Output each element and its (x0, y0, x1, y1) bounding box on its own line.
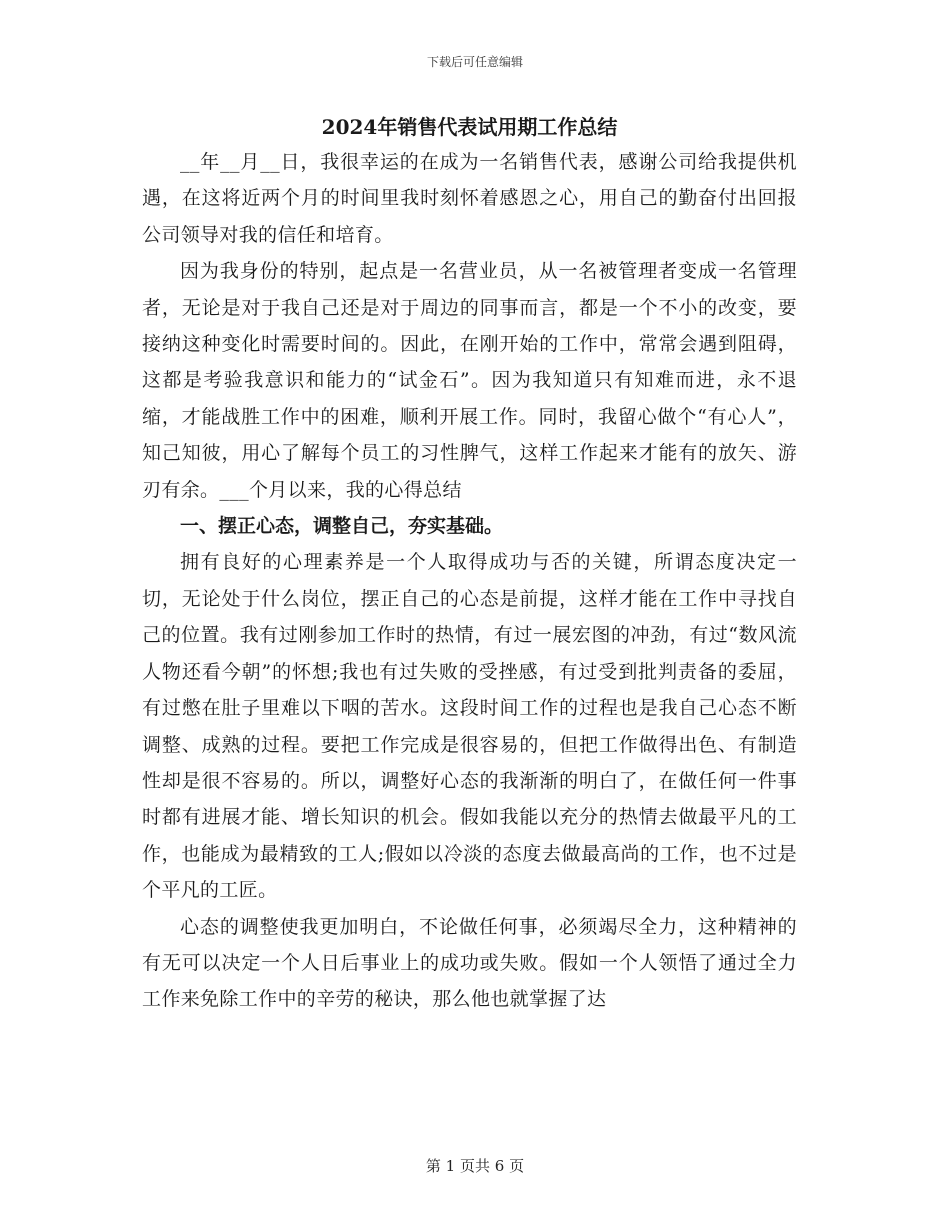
paragraph-mindset-continued: 心态的调整使我更加明白，不论做任何事，必须竭尽全力，这种精神的有无可以决定一个人日后事业上的成功或失败。假如一个人领悟了通过全力工作来免除工作中的辛劳的秘诀，那么他也就掌握了达 (142, 915, 797, 1011)
paragraph-mindset: 拥有良好的心理素养是一个人取得成功与否的关键，所谓态度决定一切，无论处于什么岗位，摆正自己的心态是前提，这样才能在工作中寻找自己的位置。我有过刚参加工作时的热情，有过一展宏图的冲劲，有过“数风流人物还看今朝”的怀想;我也有过失败的受挫感，有过受到批判责备的委屈，有过憋在肚子里难以下咽的苦水。这段时间工作的过程也是我自己心态不断调整、成熟的过程。要把工作完成是很容易的，但把工作做得出色、有制造性却是很不容易的。所以，调整好心态的我渐渐的明白了，在做任何一件事时都有进展才能、增长知识的机会。假如我能以充分的热情去做最平凡的工作，也能成为最精致的工人;假如以冷淡的态度去做最高尚的工作，也不过是个平凡的工匠。 (142, 551, 797, 902)
document-title: 2024年销售代表试用期工作总结 (321, 115, 618, 139)
header-note: 下载后可任意编辑 (426, 55, 523, 69)
paragraph-background: 因为我身份的特别，起点是一名营业员，从一名被管理者变成一名管理者，无论是对于我自己还是对于周边的同事而言，都是一个不小的改变，要接纳这种变化时需要时间的。因此，在刚开始的工作中，常常会遇到阻碍，这都是考验我意识和能力的“试金石”。因为我知道只有知难而进，永不退缩，才能战胜工作中的困难，顺利开展工作。同时，我留心做个“有心人”，知己知彼，用心了解每个员工的习性脾气，这样工作起来才能有的放矢、游刃有余。___个月以来，我的心得总结 (142, 260, 797, 501)
paragraph-intro: __年__月__日，我很幸运的在成为一名销售代表，感谢公司给我提供机遇，在这将近两个月的时间里我时刻怀着感恩之心，用自己的勤奋付出回报公司领导对我的信任和培育。 (142, 151, 797, 246)
section-heading-1: 一、摆正心态，调整自己，夯实基础。 (180, 515, 504, 538)
document-body (142, 112, 797, 1018)
page-number-footer: 第 1 页共 6 页 (425, 1157, 525, 1175)
